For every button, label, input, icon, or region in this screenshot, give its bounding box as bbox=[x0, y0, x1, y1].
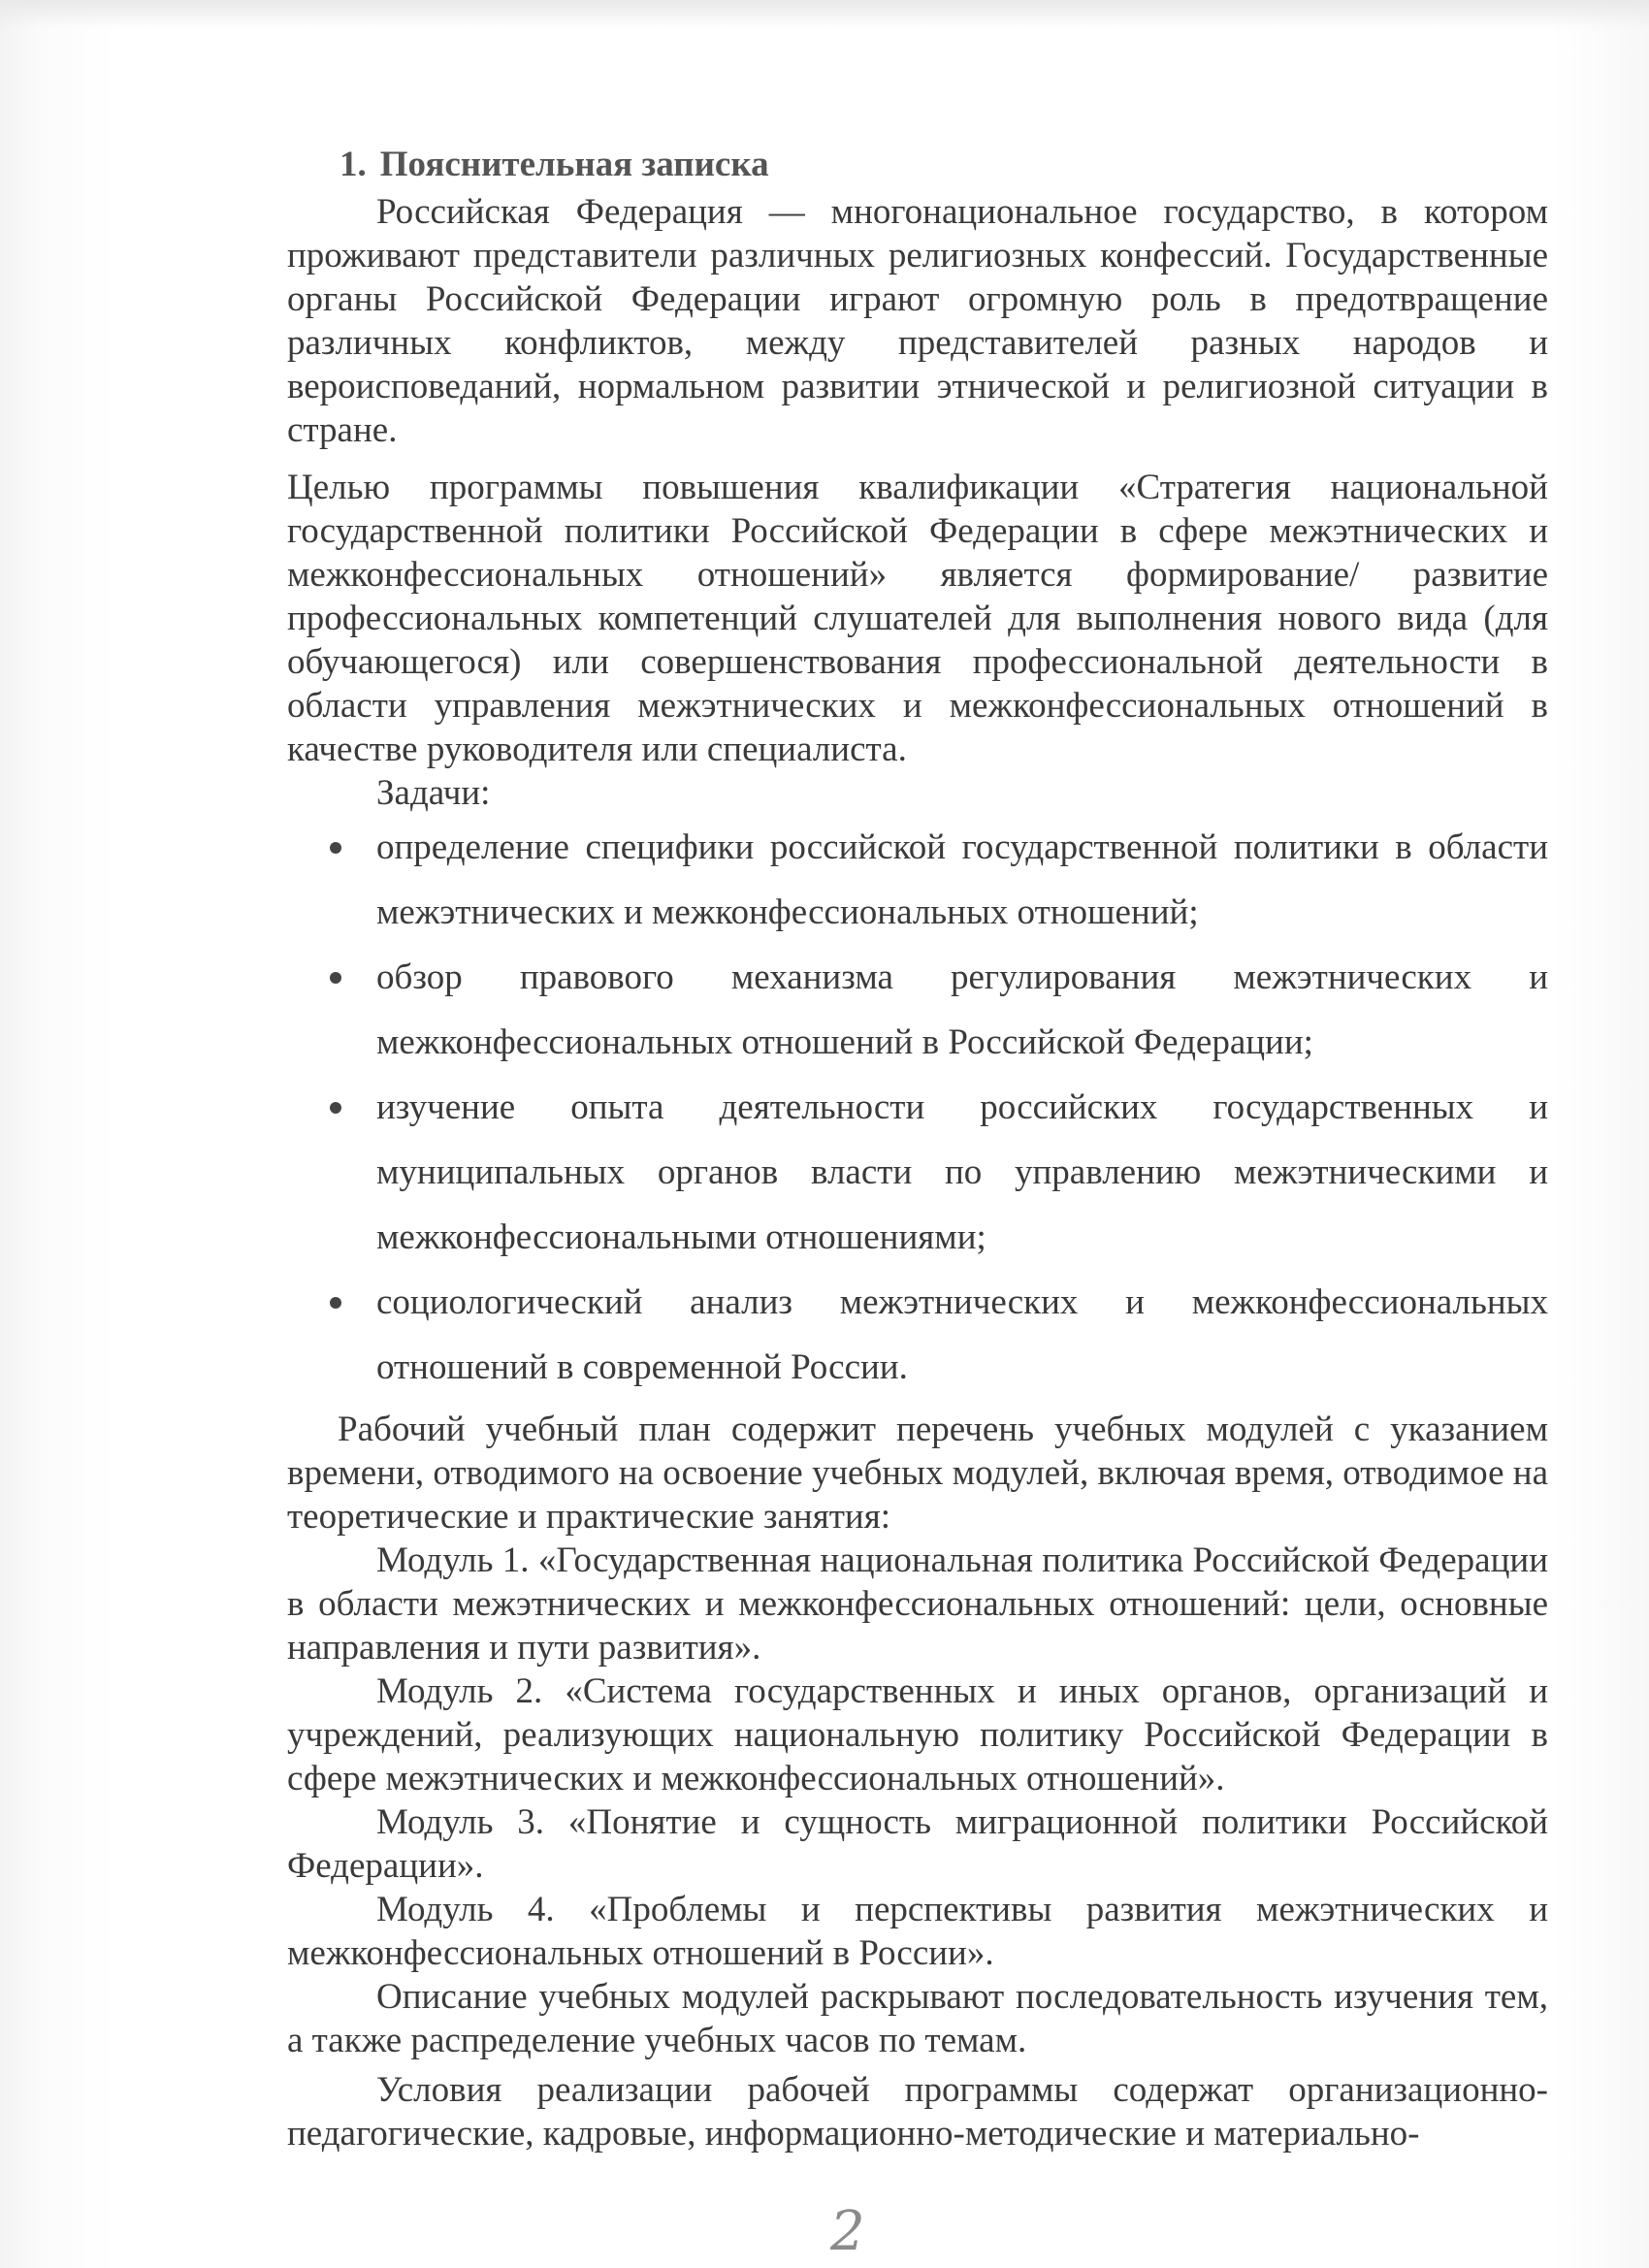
section-number: 1. bbox=[340, 145, 367, 184]
module-3: Модуль 3. «Понятие и сущность миграционной политики Российской Федерации». bbox=[287, 1802, 1548, 1886]
list-item: обзор правового механизма регулирования межэтнических и межконфессиональных отношений в Российской Федерации; bbox=[287, 945, 1548, 1075]
list-item: определение специфики российской государственной политики в области межэтнических и межконфессиональных отношений; bbox=[287, 815, 1548, 945]
tasks-list bbox=[287, 815, 1548, 1400]
description-paragraph: Описание учебных модулей раскрывают последовательность изучения тем, а также распределение учебных часов по темам. bbox=[287, 1977, 1548, 2060]
page-number: 2 bbox=[830, 2200, 865, 2263]
document-body bbox=[287, 190, 1548, 2155]
module-4: Модуль 4. «Проблемы и перспективы развития межэтнических и межконфессиональных отношений в России». bbox=[287, 1890, 1548, 1973]
goal-paragraph: Целью программы повышения квалификации «Стратегия национальной государственной политики Российской Федерации в сфере межэтнических и межконфессиональных отношений» является формирование/ развитие профессиональных компетенций слушателей для выполнения нового вида (для обучающегося) или совершенствования профессиональной деятельности в области управления межэтнических и межконфессиональных отношений в качестве руководителя или специалиста. bbox=[287, 468, 1548, 769]
list-item: изучение опыта деятельности российских государственных и муниципальных органов власти по управлению межэтническими и межконфессиональными отношениями; bbox=[287, 1075, 1548, 1270]
module-2: Модуль 2. «Система государственных и иных органов, организаций и учреждений, реализующих национальную политику Российской Федерации в сфере межэтнических и межконфессиональных отношений». bbox=[287, 1671, 1548, 1798]
scan-shadow bbox=[0, 0, 1649, 29]
intro-paragraph: Российская Федерация — многонациональное государство, в котором проживают представители различных религиозных конфессий. Государственные органы Российской Федерации играют огромную роль в предотвращение различных конфликтов, между представителей разных народов и вероисповеданий, нормальном развитии этнической и религиозной ситуации в стране. bbox=[287, 192, 1548, 450]
bullet-icon bbox=[330, 1102, 341, 1114]
plan-paragraph: Рабочий учебный план содержит перечень учебных модулей с указанием времени, отводимого на освоение учебных модулей, включая время, отводимое на теоретические и практические занятия: bbox=[287, 1409, 1548, 1537]
bullet-icon bbox=[330, 1297, 341, 1309]
bullet-icon bbox=[330, 972, 341, 984]
module-1: Модуль 1. «Государственная национальная политика Российской Федерации в области межэтнических и межконфессиональных отношений: цели, основные направления и пути развития». bbox=[287, 1540, 1548, 1668]
section-heading bbox=[340, 144, 769, 185]
bullet-icon bbox=[330, 842, 341, 854]
conditions-paragraph: Условия реализации рабочей программы содержат организационно-педагогические, кадровые, информационно-методические и материально- bbox=[287, 2070, 1548, 2154]
tasks-label: Задачи: bbox=[376, 773, 491, 813]
list-item: социологический анализ межэтнических и межконфессиональных отношений в современной России. bbox=[287, 1270, 1548, 1400]
section-title: Пояснительная записка bbox=[379, 145, 769, 184]
